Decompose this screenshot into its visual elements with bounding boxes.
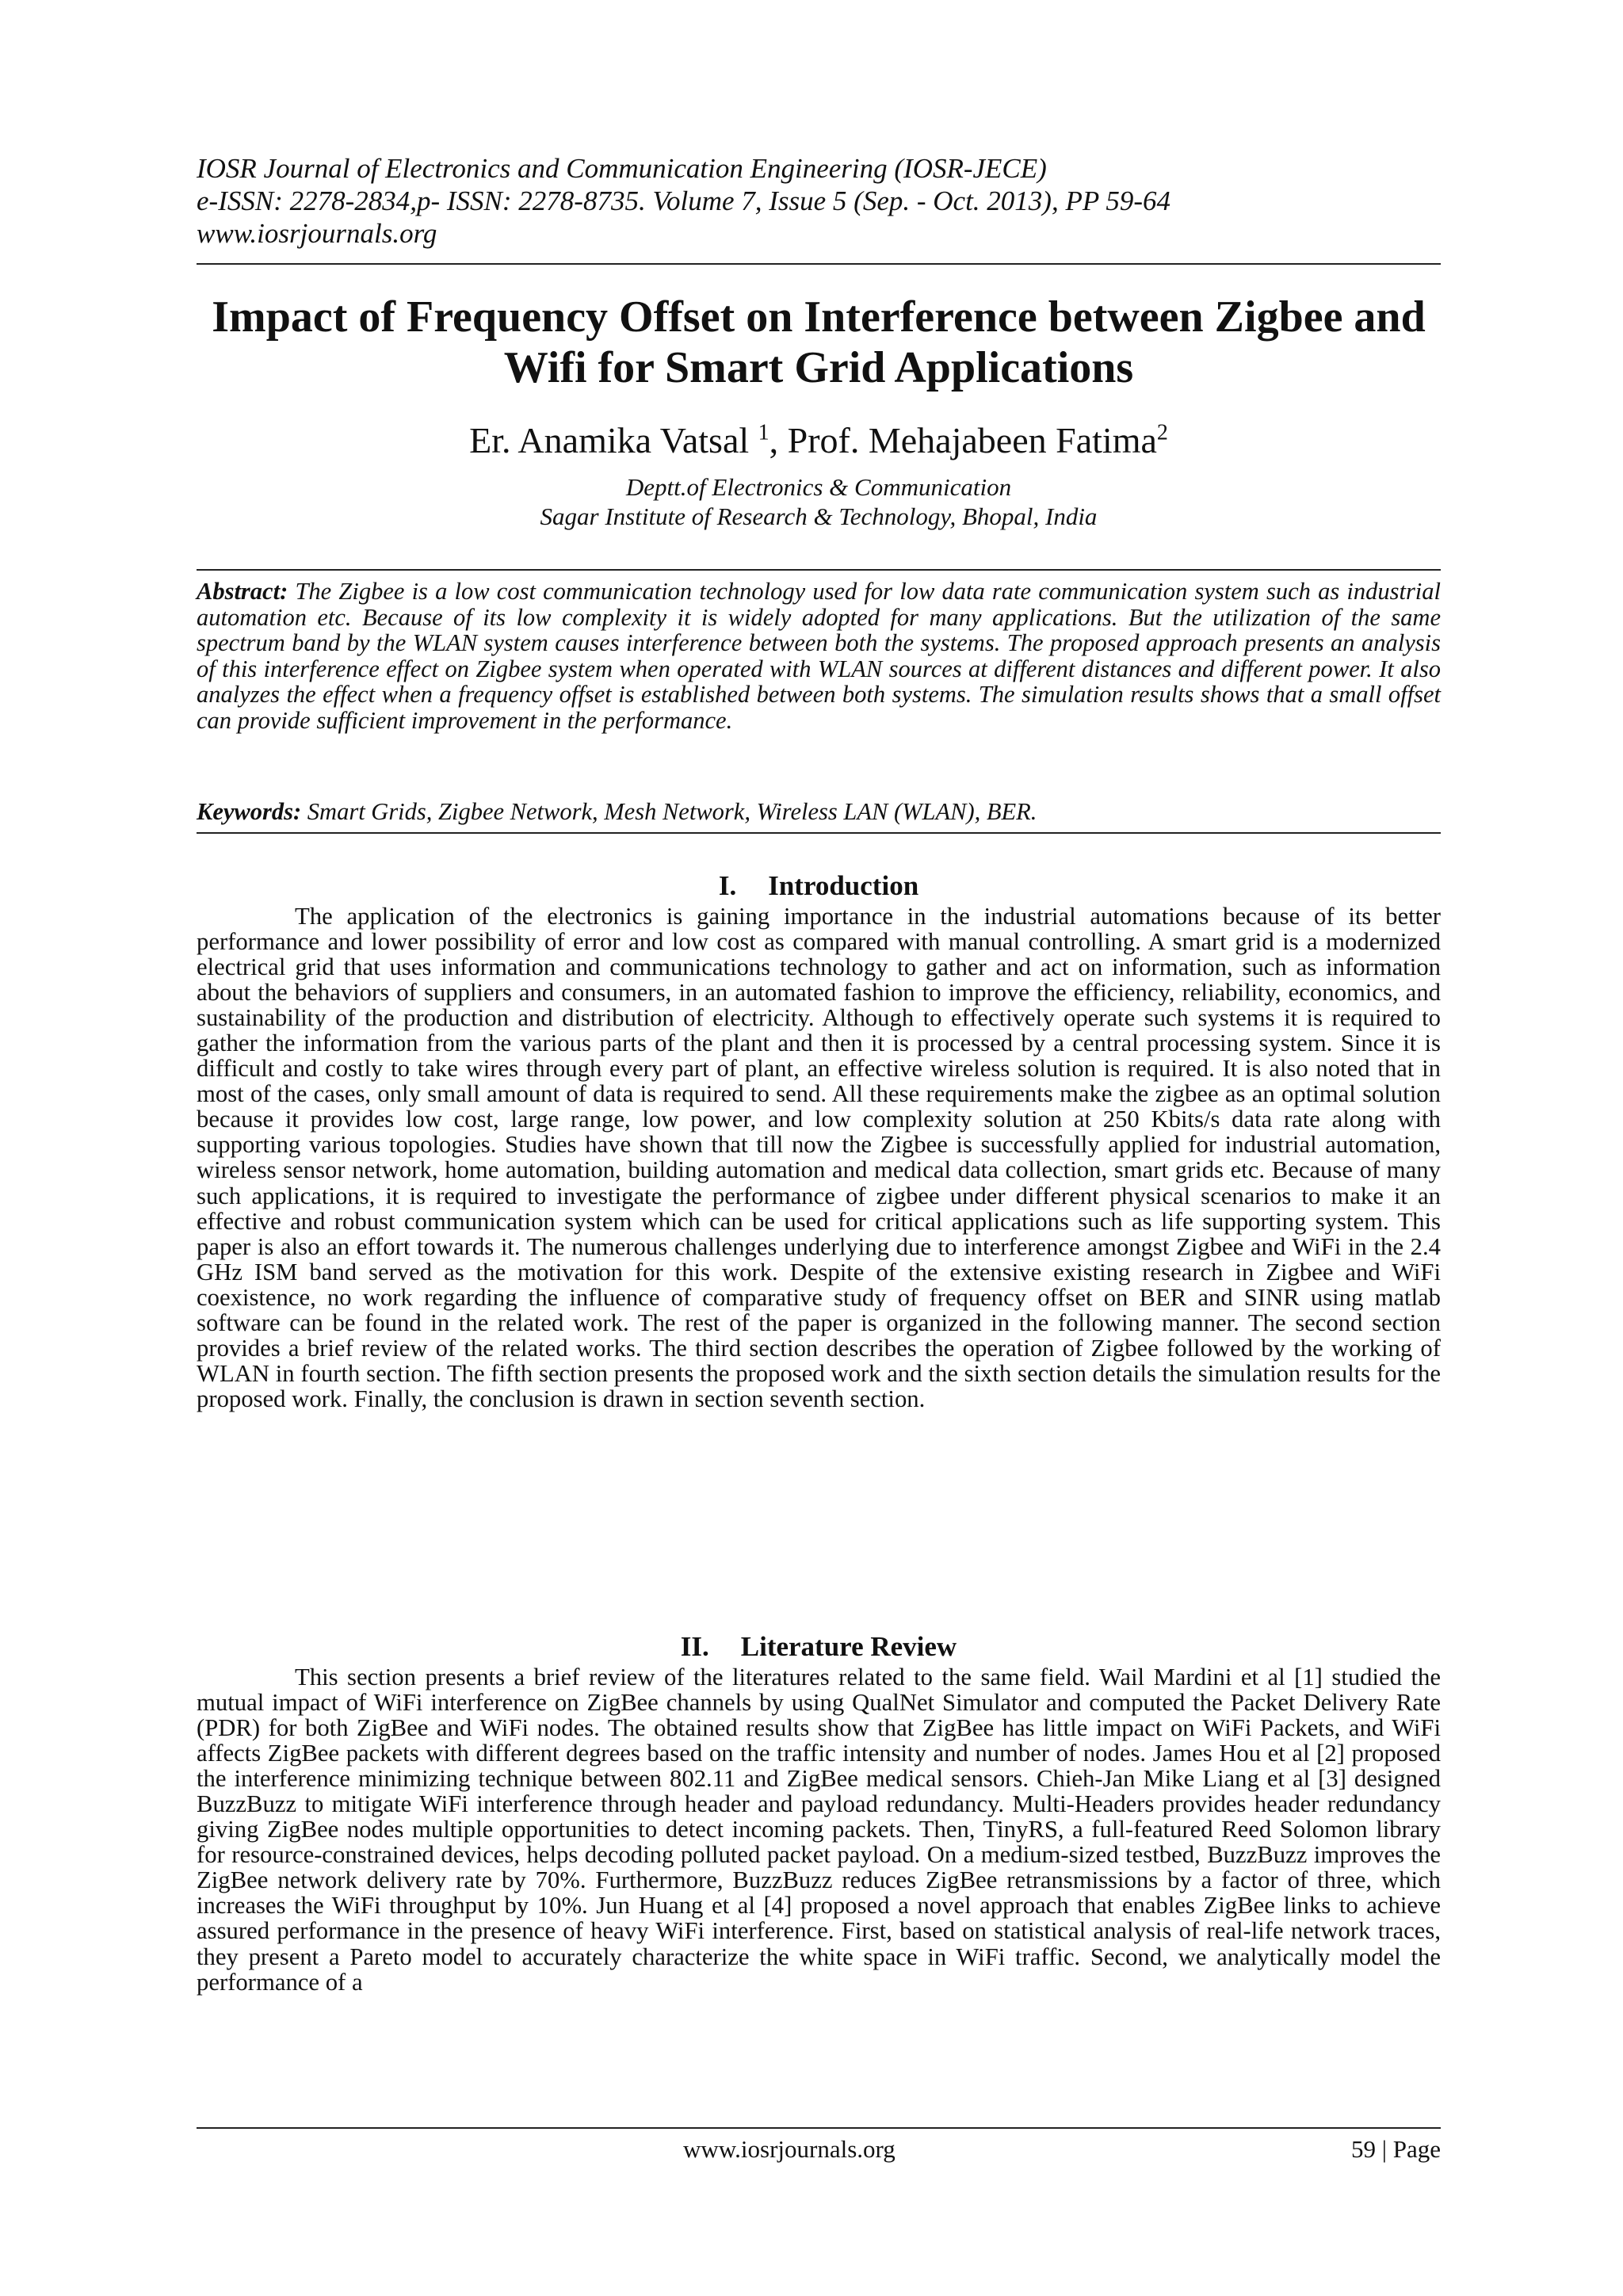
author-2: Prof. Mehajabeen Fatima: [787, 420, 1157, 460]
journal-header: [197, 152, 1441, 250]
introduction-paragraph: The application of the electronics is gaining importance in the industrial automations because of its better performance and lower possibility of error and low cost as compared with manual controlling. A smart grid is a modernized electrical grid that uses information and communications technology to gather and act on information, such as information about the behaviors of suppliers and consumers, in an automated fashion to improve the efficiency, reliability, economics, and sustainability of the production and distribution of electricity. Although to effectively operate such systems it is required to gather the information from the various parts of the plant and then it is processed by a central processing system. Since it is difficult and costly to take wires through every part of plant, an effective wireless solution is required. It is also noted that in most of the cases, only small amount of data is required to send. All these requirements make the zigbee as an optimal solution because it provides low cost, large range, low power, and low complexity solution at 250 Kbits/s data rate along with supporting various topologies. Studies have shown that till now the Zigbee is successfully applied for industrial automation, wireless sensor network, home automation, building automation and medical data collection, smart grids etc. Because of many such applications, it is required to investigate the performance of zigbee under different physical scenarios to make it an effective and robust communication system which can be used for critical applications such as life supporting system. This paper is also an effort towards it. The numerous challenges underlying due to interference amongst Zigbee and WiFi in the 2.4 GHz ISM band served as the motivation for this work. Despite of the extensive existing research in Zigbee and WiFi coexistence, no work regarding the influence of comparative study of frequency offset on BER and SINR using matlab software can be found in the related work. The rest of the paper is organized in the following manner. The second section provides a brief review of the related works. The third section describes the operation of Zigbee followed by the working of WLAN in fourth section. The fifth section presents the proposed work and the sixth section details the simulation results for the proposed work. Finally, the conclusion is drawn in section seventh section.: [197, 903, 1441, 1412]
section-number: II.: [680, 1631, 709, 1662]
department: Deptt.of Electronics & Communication: [625, 473, 1012, 501]
literature-review-paragraph: This section presents a brief review of the literatures related to the same field. Wail Mardini et al [1] studied the mutual impact of WiFi interference on ZigBee channels by using QualNet Simulator and computed the Packet Delivery Rate (PDR) for both ZigBee and WiFi nodes. The obtained results show that ZigBee has little impact on WiFi Packets, and WiFi affects ZigBee packets with different degrees based on the traffic intensity and number of nodes. James Hou et al [2] proposed the interference minimizing technique between 802.11 and ZigBee medical sensors. Chieh-Jan Mike Liang et al [3] designed BuzzBuzz to mitigate WiFi interference through header and payload redundancy. Multi-Headers provides header redundancy giving ZigBee nodes multiple opportunities to detect incoming packets. Then, TinyRS, a full-featured Reed Solomon library for resource-constrained devices, helps decoding polluted packet payload. On a medium-sized testbed, BuzzBuzz improves the ZigBee network delivery rate by 70%. Furthermore, BuzzBuzz reduces ZigBee retransmissions by a factor of three, which increases the WiFi throughput by 10%. Jun Huang et al [4] proposed a novel approach that enables ZigBee links to achieve assured performance in the presence of heavy WiFi interference. First, based on statistical analysis of real-life network traces, they present a Pareto model to accurately characterize the white space in WiFi traffic. Second, we analytically model the performance of a: [197, 1664, 1441, 1996]
section-heading-literature-review: [197, 1631, 1441, 1663]
literature-review-body: [197, 1664, 1441, 1995]
abstract-text: The Zigbee is a low cost communication technology used for low data rate communication system such as industrial automation etc. Because of its low complexity it is widely adopted for many applications. But the utilization of the same spectrum band by the WLAN system causes interference between both the systems. The proposed approach presents an analysis of this interference effect on Zigbee system when operated with WLAN sources at different distances and different power. It also analyzes the effect when a frequency offset is established between both systems. The simulation results shows that a small offset can provide sufficient improvement in the performance.: [197, 578, 1442, 734]
title-line-2: Wifi for Smart Grid Applications: [503, 343, 1134, 392]
journal-name: IOSR Journal of Electronics and Communication Engineering (IOSR-JECE): [197, 153, 1047, 184]
keywords-label: Keywords:: [197, 798, 302, 825]
footer-rule: [197, 2127, 1441, 2129]
institute: Sagar Institute of Research & Technology, Bhopal, India: [540, 502, 1098, 530]
paper-title: [197, 292, 1441, 393]
title-line-1: Impact of Frequency Offset on Interference between Zigbee and: [212, 292, 1426, 342]
footer-website[interactable]: www.iosrjournals.org: [683, 2135, 896, 2163]
abstract-bottom-rule: [197, 832, 1441, 834]
author-1: Er. Anamika Vatsal: [469, 420, 750, 460]
abstract-label: Abstract:: [197, 578, 288, 605]
keywords: [197, 799, 1441, 825]
abstract-top-rule: [197, 569, 1441, 571]
author-1-affiliation-mark: 1: [758, 420, 769, 445]
page-number: 59 | Page: [1351, 2135, 1441, 2163]
section-title: Introduction: [768, 870, 919, 901]
author-separator: ,: [769, 420, 788, 460]
section-number: I.: [718, 870, 737, 901]
section-title: Literature Review: [740, 1631, 957, 1662]
keywords-text: Smart Grids, Zigbee Network, Mesh Network, Wireless LAN (WLAN), BER.: [307, 798, 1037, 825]
affiliation: [197, 472, 1441, 531]
issn-line: e-ISSN: 2278-2834,p- ISSN: 2278-8735. Volume 7, Issue 5 (Sep. - Oct. 2013), PP 59-64: [197, 185, 1170, 216]
introduction-body: [197, 904, 1441, 1412]
section-heading-introduction: [197, 870, 1441, 902]
author-2-affiliation-mark: 2: [1156, 420, 1168, 445]
abstract: [197, 579, 1441, 734]
journal-website[interactable]: www.iosrjournals.org: [197, 218, 437, 249]
author-list: [197, 420, 1441, 461]
header-rule: [197, 263, 1441, 265]
